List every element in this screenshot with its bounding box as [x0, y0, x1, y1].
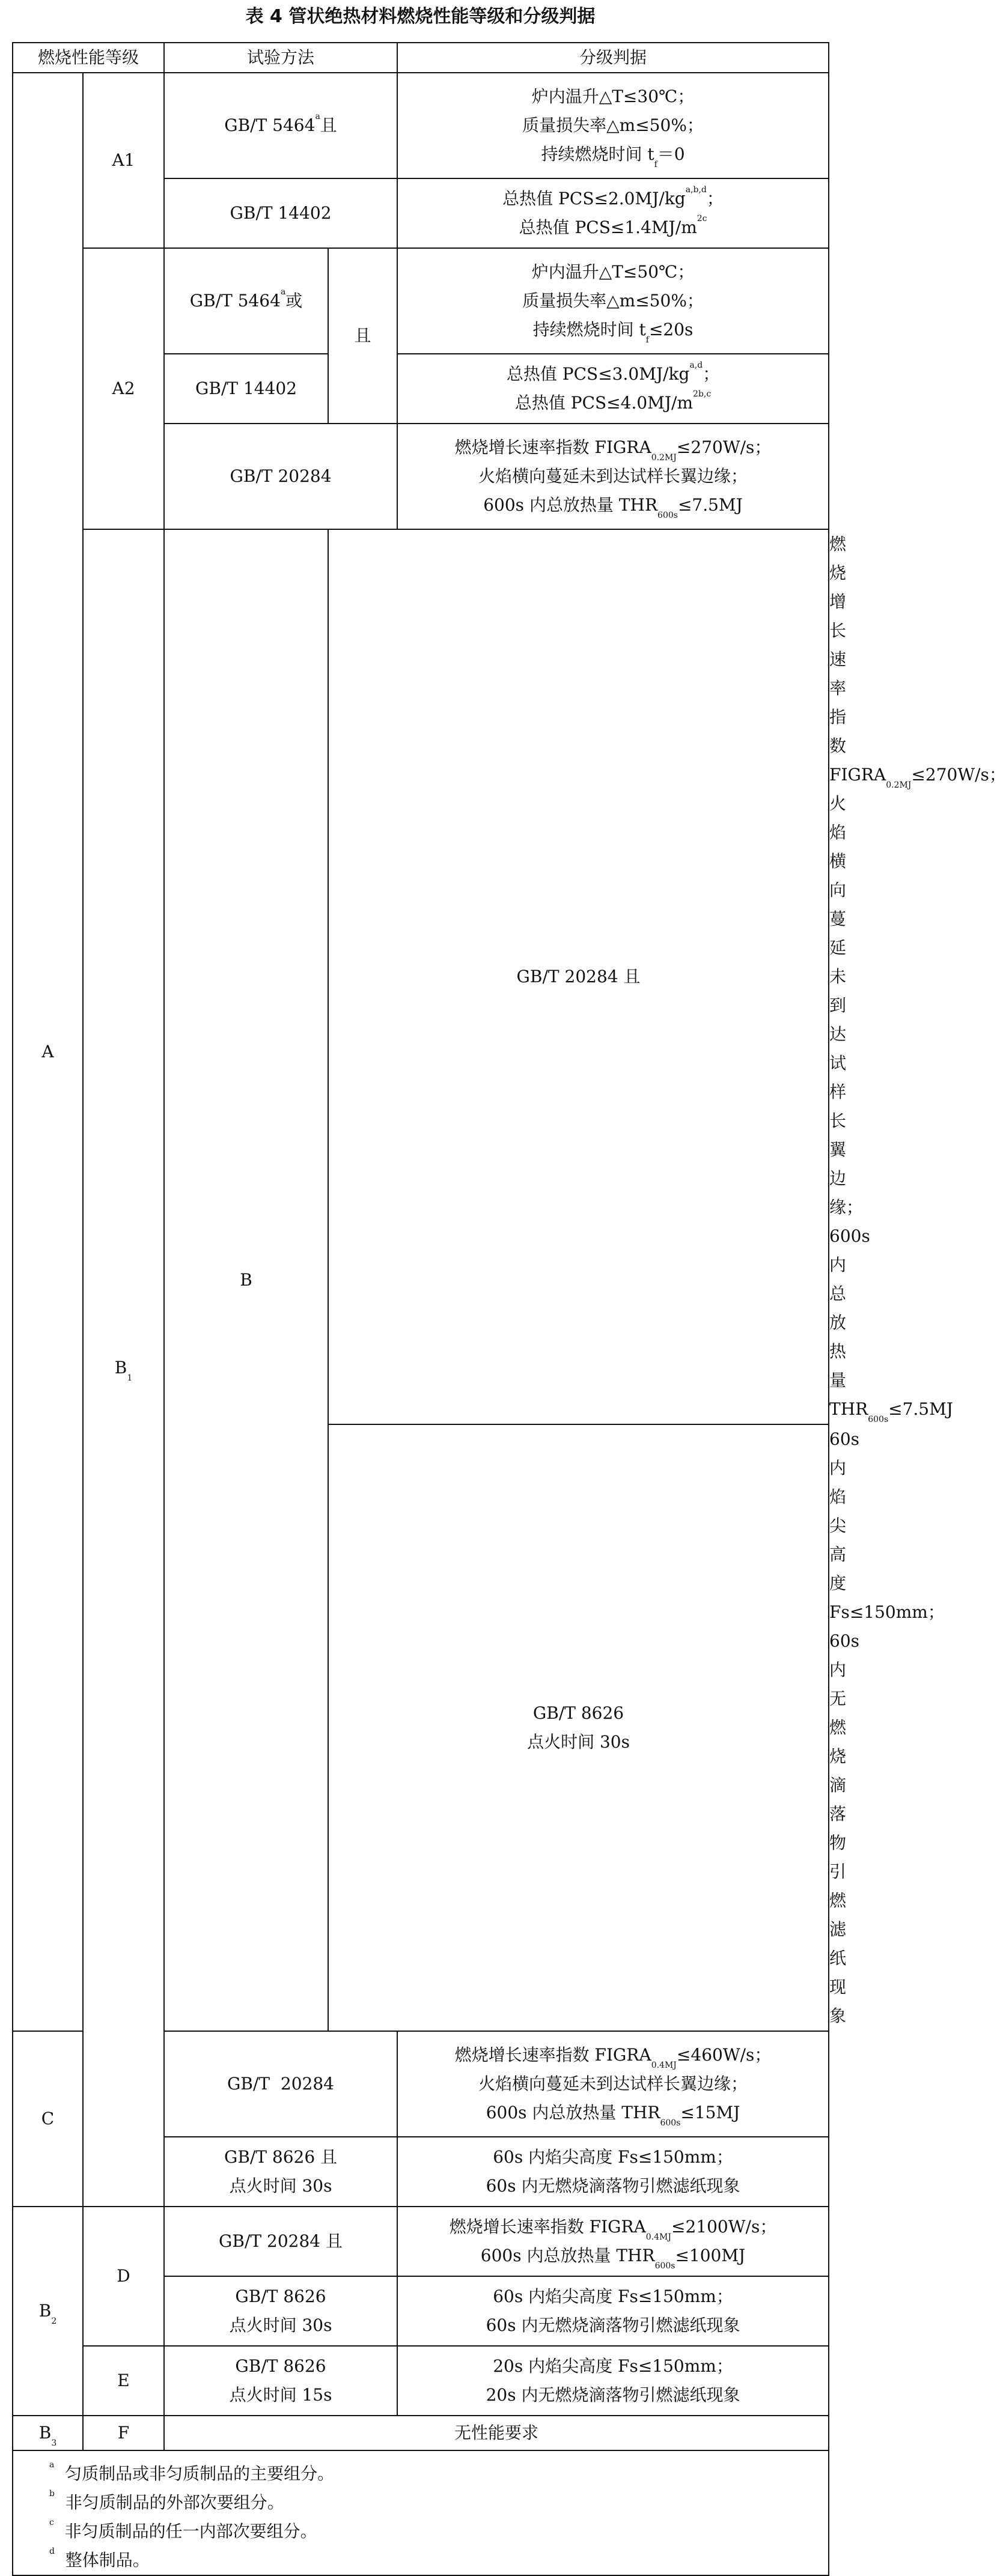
method-c-1: GB/T 20284: [164, 2031, 397, 2137]
method-a2-2: GB/T 14402: [164, 354, 328, 424]
criteria-c-2: 60s 内焰尖高度 Fs≤150mm； 60s 内无燃烧滴落物引燃滤纸现象: [397, 2137, 829, 2207]
table-row: [13, 2416, 829, 2450]
method-c-2: GB/T 8626 且 点火时间 30s: [164, 2137, 397, 2207]
criteria-c-1: 燃烧增长速率指数 FIGRA0.4MJ≤460W/s； 火焰横向蔓延未到达试样长翼边缘； 600s 内总放热量 THR600s≤15MJ: [397, 2031, 829, 2137]
classification-table: [12, 42, 1006, 2576]
method-b-1: GB/T 20284 且: [328, 529, 829, 1424]
criteria-e-1: 20s 内焰尖高度 Fs≤150mm； 20s 内无燃烧滴落物引燃滤纸现象: [397, 2346, 829, 2416]
grade-b: B: [164, 529, 328, 2031]
grade-b1: B1: [83, 529, 164, 2207]
grade-a2: A2: [83, 248, 164, 529]
table-row: [13, 2207, 829, 2276]
table-row: GB/T 8626 点火时间 30s 60s 内焰尖高度 Fs≤150mm； 60s 内无燃烧滴落物引燃滤纸现象: [13, 1424, 829, 2031]
header-row: [13, 43, 829, 73]
header-criteria: 分级判据: [397, 43, 829, 73]
notes-row: [13, 2450, 829, 2575]
method-a2-and: 且: [328, 248, 397, 424]
criteria-a2-3: 燃烧增长速率指数 FIGRA0.2MJ≤270W/s； 火焰横向蔓延未到达试样长翼边缘； 600s 内总放热量 THR600s≤7.5MJ: [397, 424, 829, 529]
method-d-2: GB/T 8626 点火时间 30s: [164, 2276, 397, 2346]
table-title: 表 4 管状绝热材料燃烧性能等级和分级判据: [245, 6, 596, 27]
table-row: [13, 73, 829, 178]
grade-b2: B2: [13, 2207, 83, 2416]
grade-a: A: [13, 73, 83, 2031]
criteria-f: 无性能要求: [164, 2416, 829, 2450]
method-e-1: GB/T 8626 点火时间 15s: [164, 2346, 397, 2416]
table-row: [13, 2346, 829, 2416]
criteria-a1-2: 总热值 PCS≤2.0MJ/kg$^{a,b,d}$； 总热值 $PCS\le 1.4MJ/m^{2c}$: [397, 178, 829, 248]
criteria-d-2: 60s 内焰尖高度 Fs≤150mm； 60s 内无燃烧滴落物引燃滤纸现象: [397, 2276, 829, 2346]
method-a2-1: GB/T 5464$^a$或: [164, 248, 328, 354]
table-row: [13, 248, 829, 354]
grade-d: D: [83, 2207, 164, 2346]
table-row: B1 B GB/T 20284 且 燃烧增长速率指数 FIGRA0.2MJ≤270W/s； 火焰横向蔓延未到达试样长翼边缘； 600s 内总放热量 THR600s≤7.5MJ: [13, 529, 829, 1424]
method-b-2: GB/T 8626 点火时间 30s: [328, 1424, 829, 2031]
header-grade: 燃烧性能等级: [13, 43, 164, 73]
grade-e: E: [83, 2346, 164, 2416]
method-a1-2: GB/T 14402: [164, 178, 397, 248]
criteria-a1-1: 炉内温升△T≤30℃； 质量损失率△m≤50%； 持续燃烧时间 tf＝0: [397, 73, 829, 178]
method-a1-1: GB/T 5464$^a$且: [164, 73, 397, 178]
criteria-a2-2: 总热值 PCS≤3.0MJ/kg$^{a,d}$； 总热值 $PCS\le 4.0MJ/m^{2b,c}$: [397, 354, 829, 424]
method-a2-3: GB/T 20284: [164, 424, 397, 529]
criteria-d-1: 燃烧增长速率指数 FIGRA0.4MJ≤2100W/s； 600s 内总放热量 THR600s≤100MJ: [397, 2207, 829, 2276]
grade-a1: A1: [83, 73, 164, 248]
footnotes: $^a$ 匀质制品或非匀质制品的主要组分。 $^b$ 非匀质制品的外部次要组分。 $^c$ 非匀质制品的任一内部次要组分。 $^d$ 整体制品。: [13, 2450, 829, 2575]
header-method: 试验方法: [164, 43, 397, 73]
grade-b3: B3: [13, 2416, 83, 2450]
method-d-1: GB/T 20284 且: [164, 2207, 397, 2276]
criteria-a2-1: 炉内温升△T≤50℃； 质量损失率△m≤50%； 持续燃烧时间 tf≤20s: [397, 248, 829, 354]
grade-c: C: [13, 2031, 83, 2207]
grade-f: F: [83, 2416, 164, 2450]
